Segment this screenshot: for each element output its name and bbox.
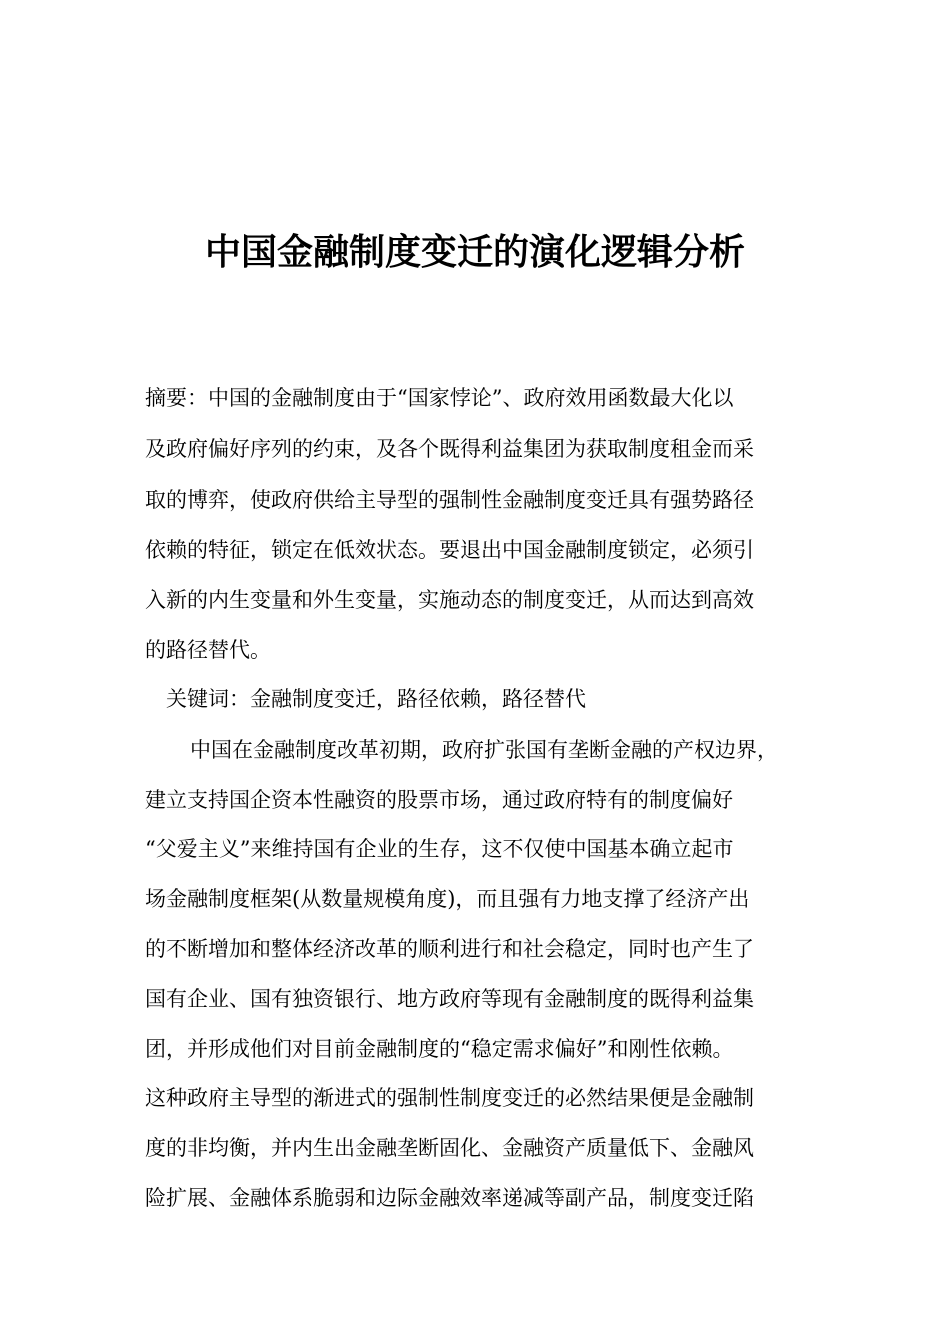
abstract-line: 的路径替代。	[145, 638, 271, 662]
abstract-line: 依赖的特征，锁定在低效状态。要退出中国金融制度锁定，必须引	[145, 538, 754, 562]
abstract-line: 取的博弈，使政府供给主导型的强制性金融制度变迁具有强势路径	[145, 488, 754, 512]
body-line: 建立支持国企资本性融资的股票市场，通过政府特有的制度偏好	[145, 788, 733, 812]
body-line: 险扩展、金融体系脆弱和边际金融效率递减等副产品，制度变迁陷	[145, 1186, 754, 1210]
body-line: “父爱主义”来维持国有企业的生存，这不仅使中国基本确立起市	[145, 837, 734, 861]
body-line: 场金融制度框架(从数量规模角度)，而且强有力地支撑了经济产出	[145, 887, 750, 911]
abstract-line: 及政府偏好序列的约束，及各个既得利益集团为获取制度租金而采	[145, 437, 754, 461]
body-line: 这种政府主导型的渐进式的强制性制度变迁的必然结果便是金融制	[145, 1086, 754, 1110]
body-line: 团，并形成他们对目前金融制度的“稳定需求偏好”和刚性依赖。	[145, 1037, 734, 1061]
body-line: 国有企业、国有独资银行、地方政府等现有金融制度的既得利益集	[145, 987, 754, 1011]
body-line: 度的非均衡，并内生出金融垄断固化、金融资产质量低下、金融风	[145, 1136, 754, 1160]
document-title: 中国金融制度变迁的演化逻辑分析	[204, 231, 745, 273]
abstract-line: 摘要：中国的金融制度由于“国家悖论”、政府效用函数最大化以	[145, 386, 734, 410]
keywords-line: 关键词：金融制度变迁，路径依赖，路径替代	[166, 687, 586, 711]
body-line: 中国在金融制度改革初期，政府扩张国有垄断金融的产权边界，	[190, 738, 778, 762]
abstract-line: 入新的内生变量和外生变量，实施动态的制度变迁，从而达到高效	[145, 588, 754, 612]
body-line: 的不断增加和整体经济改革的顺利进行和社会稳定，同时也产生了	[145, 937, 754, 961]
